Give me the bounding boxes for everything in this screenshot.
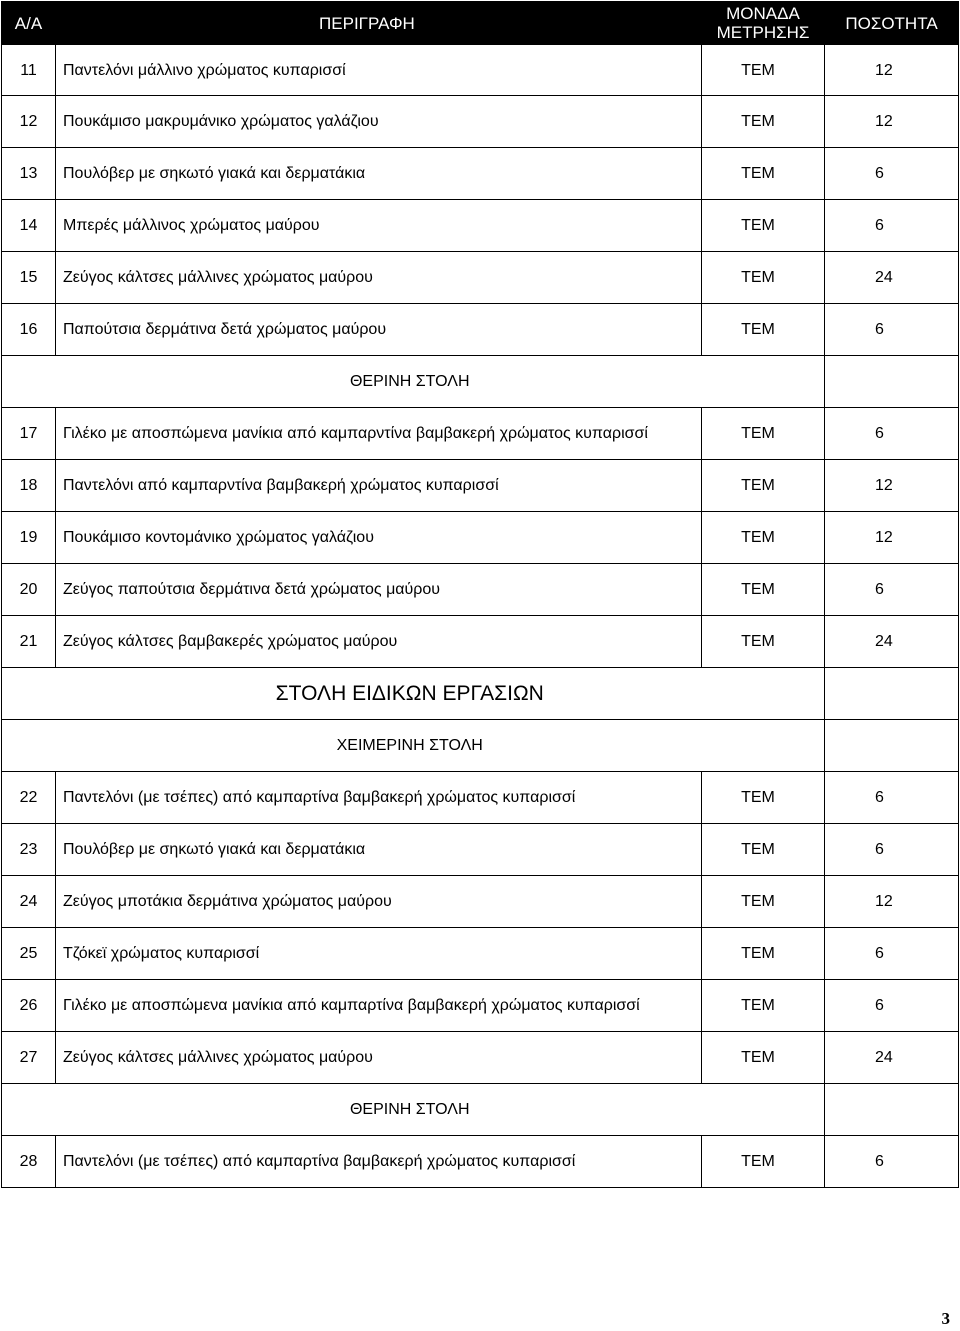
- table-body: [2, 45, 959, 1188]
- section-blank-cell: [825, 668, 959, 720]
- row-number: 26: [2, 980, 56, 1032]
- row-quantity: 12: [825, 512, 959, 564]
- table-row: [2, 45, 959, 96]
- header-unit-line2: ΜΕΤΡΗΣΗΣ: [716, 23, 810, 42]
- row-number: 25: [2, 928, 56, 980]
- table-row: [2, 408, 959, 460]
- row-description: Παντελόνι από καμπαρντίνα βαμβακερή χρώματος κυπαρισσί: [56, 460, 702, 512]
- row-quantity: 12: [825, 45, 959, 96]
- row-quantity: 6: [825, 200, 959, 252]
- row-unit: ΤΕΜ: [702, 772, 825, 824]
- row-number: 13: [2, 148, 56, 200]
- section-subtitle: ΘΕΡΙΝΗ ΣΤΟΛΗ: [349, 1101, 470, 1118]
- row-description: Παντελόνι (με τσέπες) από καμπαρτίνα βαμβακερή χρώματος κυπαρισσί: [56, 1136, 702, 1188]
- table-row: [2, 512, 959, 564]
- row-unit: ΤΕΜ: [702, 512, 825, 564]
- row-description: Γιλέκο με αποσπώμενα μανίκια από καμπαρτίνα βαμβακερή χρώματος κυπαρισσί: [56, 980, 702, 1032]
- row-number: 14: [2, 200, 56, 252]
- table-row: [2, 1032, 959, 1084]
- row-unit: ΤΕΜ: [702, 1136, 825, 1188]
- row-number: 15: [2, 252, 56, 304]
- row-quantity: 6: [825, 772, 959, 824]
- row-number: 22: [2, 772, 56, 824]
- row-number: 28: [2, 1136, 56, 1188]
- table-row: [2, 1136, 959, 1188]
- row-number: 11: [2, 45, 56, 96]
- row-description: Παντελόνι μάλλινο χρώματος κυπαρισσί: [56, 45, 702, 96]
- section-blank-cell: [2, 356, 56, 408]
- row-description: Ζεύγος κάλτσες βαμβακερές χρώματος μαύρου: [56, 616, 702, 668]
- row-unit: ΤΕΜ: [702, 200, 825, 252]
- row-unit: ΤΕΜ: [702, 824, 825, 876]
- row-number: 20: [2, 564, 56, 616]
- table-row: [2, 148, 959, 200]
- section-heading-row: [2, 1084, 959, 1136]
- header-description: ΠΕΡΙΓΡΑΦΗ: [56, 2, 702, 45]
- row-quantity: 24: [825, 252, 959, 304]
- row-description: Τζόκεϊ χρώματος κυπαρισσί: [56, 928, 702, 980]
- section-heading-row: [2, 668, 959, 720]
- table-row: [2, 980, 959, 1032]
- row-description: Ζεύγος παπούτσια δερμάτινα δετά χρώματος μαύρου: [56, 564, 702, 616]
- header-quantity: ΠΟΣΟΤΗΤΑ: [825, 2, 959, 45]
- row-number: 17: [2, 408, 56, 460]
- row-quantity: 12: [825, 96, 959, 148]
- section-blank-cell: [2, 668, 56, 720]
- row-unit: ΤΕΜ: [702, 876, 825, 928]
- section-heading-cell: [56, 1084, 825, 1136]
- row-unit: ΤΕΜ: [702, 1032, 825, 1084]
- specification-table: [1, 1, 959, 1188]
- row-quantity: 24: [825, 616, 959, 668]
- table-row: [2, 824, 959, 876]
- section-subtitle: ΧΕΙΜΕΡΙΝΗ ΣΤΟΛΗ: [336, 737, 483, 754]
- row-description: Μπερές μάλλινος χρώματος μαύρου: [56, 200, 702, 252]
- row-quantity: 6: [825, 564, 959, 616]
- section-blank-cell: [825, 1084, 959, 1136]
- header-unit-line1: ΜΟΝΑΔΑ: [726, 4, 800, 23]
- row-description: Πουκάμισο μακρυμάνικο χρώματος γαλάζιου: [56, 96, 702, 148]
- row-description: Πουλόβερ με σηκωτό γιακά και δερματάκια: [56, 148, 702, 200]
- table-row: [2, 876, 959, 928]
- section-subtitle: ΘΕΡΙΝΗ ΣΤΟΛΗ: [349, 373, 470, 390]
- row-unit: ΤΕΜ: [702, 928, 825, 980]
- row-description: Πουκάμισο κοντομάνικο χρώματος γαλάζιου: [56, 512, 702, 564]
- row-number: 19: [2, 512, 56, 564]
- row-number: 23: [2, 824, 56, 876]
- row-quantity: 6: [825, 980, 959, 1032]
- section-heading-row: [2, 356, 959, 408]
- table-row: [2, 460, 959, 512]
- row-unit: ΤΕΜ: [702, 460, 825, 512]
- row-number: 12: [2, 96, 56, 148]
- section-heading-cell: [56, 356, 825, 408]
- table-row: [2, 928, 959, 980]
- section-blank-cell: [825, 356, 959, 408]
- row-unit: ΤΕΜ: [702, 304, 825, 356]
- header-unit: [702, 2, 825, 45]
- section-blank-cell: [2, 720, 56, 772]
- table-row: [2, 564, 959, 616]
- row-quantity: 12: [825, 460, 959, 512]
- row-quantity: 6: [825, 148, 959, 200]
- section-heading-cell: [56, 720, 825, 772]
- row-unit: ΤΕΜ: [702, 148, 825, 200]
- row-description: Ζεύγος κάλτσες μάλλινες χρώματος μαύρου: [56, 1032, 702, 1084]
- row-unit: ΤΕΜ: [702, 564, 825, 616]
- row-quantity: 6: [825, 928, 959, 980]
- row-number: 21: [2, 616, 56, 668]
- header-aa: Α/Α: [2, 2, 56, 45]
- section-title: ΣΤΟΛΗ ΕΙΔΙΚΩΝ ΕΡΓΑΣΙΩΝ: [275, 682, 544, 705]
- row-number: 24: [2, 876, 56, 928]
- row-unit: ΤΕΜ: [702, 408, 825, 460]
- table-row: [2, 772, 959, 824]
- section-heading-cell: [56, 668, 825, 720]
- row-description: Ζεύγος μποτάκια δερμάτινα χρώματος μαύρου: [56, 876, 702, 928]
- section-heading-row: [2, 720, 959, 772]
- section-blank-cell: [2, 1084, 56, 1136]
- page-number: 3: [941, 1309, 950, 1328]
- row-quantity: 6: [825, 824, 959, 876]
- row-number: 27: [2, 1032, 56, 1084]
- row-unit: ΤΕΜ: [702, 616, 825, 668]
- row-quantity: 6: [825, 1136, 959, 1188]
- row-quantity: 24: [825, 1032, 959, 1084]
- row-number: 18: [2, 460, 56, 512]
- table-row: [2, 616, 959, 668]
- table-row: [2, 252, 959, 304]
- row-description: Παντελόνι (με τσέπες) από καμπαρτίνα βαμβακερή χρώματος κυπαρισσί: [56, 772, 702, 824]
- table-row: [2, 304, 959, 356]
- row-description: Παπούτσια δερμάτινα δετά χρώματος μαύρου: [56, 304, 702, 356]
- row-unit: ΤΕΜ: [702, 45, 825, 96]
- row-description: Γιλέκο με αποσπώμενα μανίκια από καμπαρντίνα βαμβακερή χρώματος κυπαρισσί: [56, 408, 702, 460]
- table-row: [2, 200, 959, 252]
- row-unit: ΤΕΜ: [702, 980, 825, 1032]
- row-description: Ζεύγος κάλτσες μάλλινες χρώματος μαύρου: [56, 252, 702, 304]
- section-blank-cell: [825, 720, 959, 772]
- row-unit: ΤΕΜ: [702, 252, 825, 304]
- row-number: 16: [2, 304, 56, 356]
- table-row: [2, 96, 959, 148]
- row-quantity: 6: [825, 304, 959, 356]
- table-header-row: [2, 2, 959, 45]
- row-quantity: 12: [825, 876, 959, 928]
- row-unit: ΤΕΜ: [702, 96, 825, 148]
- row-description: Πουλόβερ με σηκωτό γιακά και δερματάκια: [56, 824, 702, 876]
- row-quantity: 6: [825, 408, 959, 460]
